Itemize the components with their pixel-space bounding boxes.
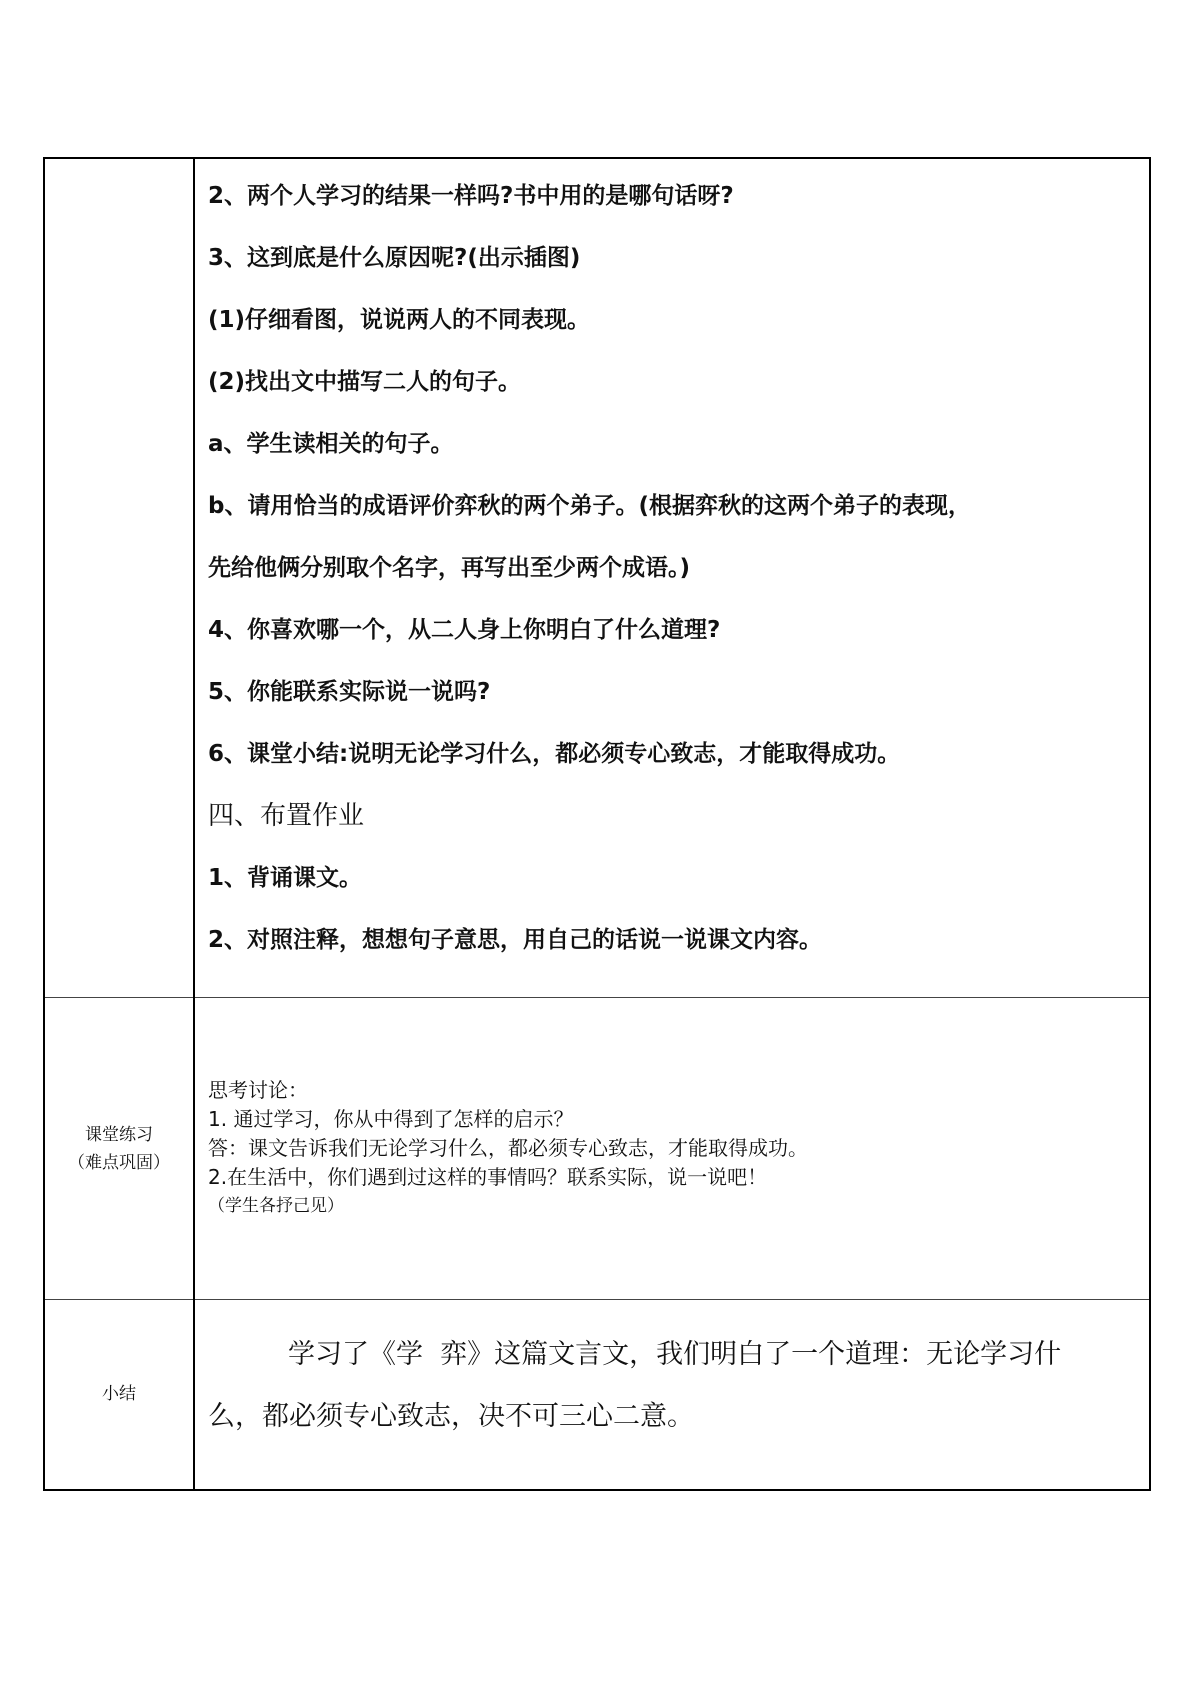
practice-sublabel: （难点巩固） — [68, 1152, 170, 1173]
process-item: 4、你喜欢哪一个，从二人身上你明白了什么道理? — [208, 617, 721, 643]
process-item: 先给他俩分别取个名字，再写出至少两个成语。) — [208, 555, 691, 581]
process-list — [195, 159, 1149, 997]
process-item: b、请用恰当的成语评价弈秋的两个弟子。(根据弈秋的这两个弟子的表现， — [208, 493, 971, 519]
teaching-process-row — [44, 158, 1150, 998]
practice-line: 答：课文告诉我们无论学习什么，都必须专心致志，才能取得成功。 — [208, 1136, 808, 1160]
practice-content-cell — [194, 998, 1150, 1300]
summary-line — [208, 1324, 1141, 1386]
process-item: (1)仔细看图，说说两人的不同表现。 — [208, 307, 591, 333]
process-item: 2、对照注释，想想句子意思，用自己的话说一说课文内容。 — [208, 927, 823, 953]
process-item: 6、课堂小结:说明无论学习什么，都必须专心致志，才能取得成功。 — [208, 741, 901, 767]
process-item: 2、两个人学习的结果一样吗?书中用的是哪句话呀? — [208, 183, 734, 209]
summary-text — [195, 1300, 1149, 1478]
summary-line-text: 学习了《学 弈》这篇文言文，我们明白了一个道理：无论学习什 — [288, 1339, 1062, 1370]
process-item: 1、背诵课文。 — [208, 865, 363, 891]
section-heading: 四、布置作业 — [208, 801, 365, 831]
process-content-cell — [194, 158, 1150, 998]
practice-line: 1. 通过学习，你从中得到了怎样的启示？ — [208, 1107, 574, 1131]
practice-line: 思考讨论： — [208, 1078, 308, 1102]
process-item: 3、这到底是什么原因呢?(出示插图) — [208, 245, 581, 271]
summary-label: 小结 — [102, 1384, 136, 1405]
practice-block — [195, 998, 1149, 1299]
lesson-plan-table — [43, 157, 1151, 1491]
process-label-cell — [44, 158, 194, 998]
summary-row — [44, 1300, 1150, 1490]
practice-line: 2.在生活中，你们遇到过这样的事情吗？联系实际，说一说吧！ — [208, 1165, 768, 1189]
process-item: a、学生读相关的句子。 — [208, 431, 454, 457]
practice-line: （学生各抒己见） — [208, 1196, 344, 1216]
summary-label-cell — [44, 1300, 194, 1490]
summary-line: 么，都必须专心致志，决不可三心二意。 — [208, 1401, 694, 1432]
practice-label: 课堂练习 — [85, 1124, 153, 1145]
practice-label-cell — [44, 998, 194, 1300]
process-item: (2)找出文中描写二人的句子。 — [208, 369, 522, 395]
process-item: 5、你能联系实际说一说吗? — [208, 679, 491, 705]
summary-content-cell — [194, 1300, 1150, 1490]
practice-row — [44, 998, 1150, 1300]
